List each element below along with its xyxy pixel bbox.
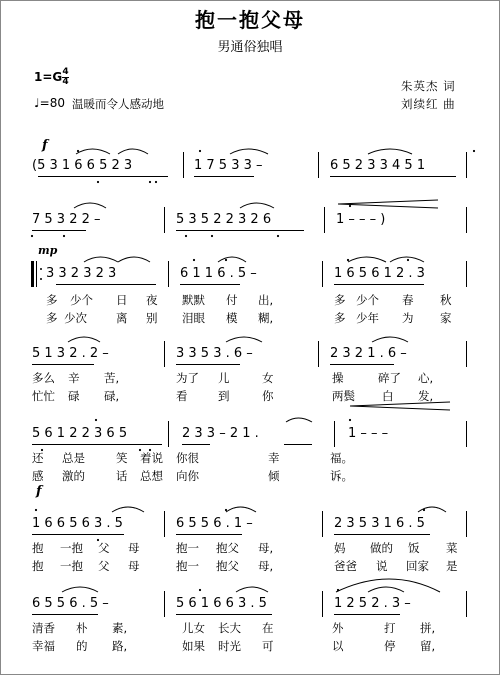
dynamic-intro: f bbox=[42, 138, 48, 153]
lyric-word: 多 bbox=[46, 311, 58, 325]
time-signature-top: 4 bbox=[62, 67, 69, 77]
lyric-word: 少年 bbox=[356, 311, 379, 325]
lyric-word: 泪眼 bbox=[182, 311, 205, 325]
lyric-word: 别 bbox=[146, 311, 158, 325]
lyric-word: 糊, bbox=[258, 311, 274, 325]
lyric-word: 留, bbox=[420, 639, 436, 653]
lyric-word: 少个 bbox=[70, 293, 93, 307]
lyric-word: 碌, bbox=[104, 389, 120, 403]
music-line-4-measure-3: 2 3 2 1 . 6 – bbox=[330, 346, 407, 361]
tempo-mark: ♩=80 bbox=[34, 96, 65, 110]
song-title: 抱一抱父母 bbox=[195, 8, 305, 32]
lyric-word: 离 bbox=[116, 311, 128, 325]
lyric-word: 拼, bbox=[420, 621, 436, 635]
lyric-word: 发, bbox=[418, 389, 434, 403]
lyric-word: 多 bbox=[46, 293, 58, 307]
music-line-5-measure-3: 1 – – – bbox=[348, 426, 389, 441]
lyric-word: 一抱 bbox=[60, 541, 83, 555]
lyric-word: 心, bbox=[418, 371, 434, 385]
music-line-2-measure-2: 5 3 5 2 2 3 2 6 bbox=[176, 212, 272, 227]
lyric-word: 碌 bbox=[68, 389, 80, 403]
lyric-word: 儿女 bbox=[182, 621, 205, 635]
lyric-word: 打 bbox=[384, 621, 396, 635]
music-line-3-measure-1: 3 3 2 3 2 3 bbox=[46, 266, 117, 281]
lyric-word: 在 bbox=[262, 621, 274, 635]
lyric-word: 爸爸 bbox=[334, 559, 357, 573]
lyric-word: 日 bbox=[116, 293, 128, 307]
lyric-word: 幸福 bbox=[32, 639, 55, 653]
lyric-word: 停 bbox=[384, 639, 396, 653]
lyric-word: 抱一 bbox=[176, 541, 199, 555]
lyric-word: 忙忙 bbox=[32, 389, 55, 403]
music-line-3-measure-3: 1 6 5 6 1 2 . 3 bbox=[334, 266, 425, 281]
lyric-word: 抱 bbox=[32, 541, 44, 555]
lyric-word: 儿 bbox=[218, 371, 230, 385]
lyric-word: 一抱 bbox=[60, 559, 83, 573]
lyric-word: 清香 bbox=[32, 621, 55, 635]
music-line-7-measure-3: 1 2 5 2 . 3 – bbox=[334, 596, 411, 611]
lyric-word: 模 bbox=[226, 311, 238, 325]
lyric-word: 付 bbox=[226, 293, 238, 307]
expression-mark: 温暖而令人感动地 bbox=[72, 97, 164, 111]
music-line-4-measure-1: 5 1 3 2 . 2 – bbox=[32, 346, 109, 361]
lyric-word: 以 bbox=[332, 639, 344, 653]
lyric-word: 总是 bbox=[62, 451, 85, 465]
music-line-2-measure-3: 1 – – – ) bbox=[336, 212, 386, 227]
lyric-word: 夜 bbox=[146, 293, 158, 307]
lyric-word: 苦, bbox=[104, 371, 120, 385]
lyric-word: 操 bbox=[332, 371, 344, 385]
dynamic-chorus: f bbox=[36, 484, 42, 499]
lyric-word: 时光 bbox=[218, 639, 241, 653]
lyric-word: 的 bbox=[76, 639, 88, 653]
lyric-word: 饭 bbox=[408, 541, 420, 555]
lyric-word: 回家 bbox=[406, 559, 429, 573]
lyric-word: 少次 bbox=[64, 311, 87, 325]
lyric-word: 你 bbox=[262, 389, 274, 403]
music-line-1-measure-1: (5 3 1 6 6 5 2 3 bbox=[32, 158, 133, 173]
music-line-1-measure-3: 6 5 2 3 3 4 5 1 bbox=[330, 158, 426, 173]
lyric-word: 话 bbox=[116, 469, 128, 483]
time-signature-bottom: 4 bbox=[62, 77, 69, 87]
lyric-word: 说 bbox=[376, 559, 388, 573]
lyric-word: 秋 bbox=[440, 293, 452, 307]
lyric-word: 为了 bbox=[176, 371, 199, 385]
lyric-word: 笑 bbox=[116, 451, 128, 465]
music-line-7-measure-1: 6 5 5 6 . 5 – bbox=[32, 596, 109, 611]
music-line-2-measure-1: 7 5 3 2 2 – bbox=[32, 212, 101, 227]
lyric-word: 素, bbox=[112, 621, 128, 635]
lyric-word: 外 bbox=[332, 621, 344, 635]
lyric-word: 母 bbox=[128, 559, 140, 573]
composer-credit: 刘续红 曲 bbox=[401, 97, 456, 111]
lyric-word: 总想 bbox=[140, 469, 163, 483]
music-line-6-measure-2: 6 5 5 6 . 1 – bbox=[176, 516, 253, 531]
music-line-3-measure-2: 6 1 1 6 . 5 – bbox=[180, 266, 257, 281]
lyric-word: 春 bbox=[402, 293, 414, 307]
music-line-1-measure-2: 1 7 5 3 3 – bbox=[194, 158, 263, 173]
lyric-word: 抱父 bbox=[216, 559, 239, 573]
music-line-5-measure-1: 5 6 1 2 2 3 6 5 bbox=[32, 426, 128, 441]
music-line-6-measure-1: 1 6 6 5 6 3 . 5 bbox=[32, 516, 123, 531]
lyric-word: 激的 bbox=[62, 469, 85, 483]
lyric-word: 长大 bbox=[218, 621, 241, 635]
lyric-word: 母, bbox=[258, 559, 274, 573]
lyric-word: 路, bbox=[112, 639, 128, 653]
lyric-word: 出, bbox=[258, 293, 274, 307]
lyric-word: 母, bbox=[258, 541, 274, 555]
lyric-word: 为 bbox=[402, 311, 414, 325]
lyric-word: 抱父 bbox=[216, 541, 239, 555]
song-subtitle: 男通俗独唱 bbox=[217, 40, 283, 55]
lyric-word: 多 bbox=[334, 311, 346, 325]
music-line-5-measure-2: 2 3 3 – 2 1 . bbox=[182, 426, 259, 441]
lyric-word: 辛 bbox=[68, 371, 80, 385]
lyric-word: 家 bbox=[440, 311, 452, 325]
lyric-word: 抱 bbox=[32, 559, 44, 573]
lyric-word: 碎了 bbox=[378, 371, 401, 385]
lyric-word: 到 bbox=[218, 389, 230, 403]
lyric-word: 感 bbox=[32, 469, 44, 483]
lyric-word: 父 bbox=[98, 559, 110, 573]
lyric-word: 向你 bbox=[176, 469, 199, 483]
key-signature: 1=G bbox=[34, 70, 63, 84]
lyric-word: 父 bbox=[98, 541, 110, 555]
music-line-6-measure-3: 2 3 5 3 1 6 . 5 bbox=[334, 516, 425, 531]
lyric-word: 多 bbox=[334, 293, 346, 307]
music-line-7-measure-2: 5 6 1 6 6 3 . 5 bbox=[176, 596, 267, 611]
lyric-word: 菜 bbox=[446, 541, 458, 555]
lyric-word: 多么 bbox=[32, 371, 55, 385]
lyricist-credit: 朱英杰 词 bbox=[401, 79, 456, 93]
lyric-word: 还 bbox=[32, 451, 44, 465]
lyric-word: 白 bbox=[382, 389, 394, 403]
lyric-word: 可 bbox=[262, 639, 274, 653]
lyric-word: 妈 bbox=[334, 541, 346, 555]
lyric-word: 幸 bbox=[268, 451, 280, 465]
lyric-word: 母 bbox=[128, 541, 140, 555]
lyric-word: 少个 bbox=[356, 293, 379, 307]
lyric-word: 如果 bbox=[182, 639, 205, 653]
lyric-word: 女 bbox=[262, 371, 274, 385]
lyric-word: 两鬓 bbox=[332, 389, 355, 403]
lyric-word: 倾 bbox=[268, 469, 280, 483]
lyric-word: 抱一 bbox=[176, 559, 199, 573]
lyric-word: 做的 bbox=[370, 541, 393, 555]
lyric-word: 你很 bbox=[176, 451, 199, 465]
lyric-word: 诉。 bbox=[330, 469, 353, 483]
lyric-word: 默默 bbox=[182, 293, 205, 307]
lyric-word: 福。 bbox=[330, 451, 353, 465]
lyric-word: 看 bbox=[176, 389, 188, 403]
lyric-word: 着说 bbox=[140, 451, 163, 465]
lyric-word: 朴 bbox=[76, 621, 88, 635]
dynamic-verse: mp bbox=[38, 244, 58, 257]
lyric-word: 是 bbox=[446, 559, 458, 573]
music-line-4-measure-2: 3 3 5 3 . 6 – bbox=[176, 346, 253, 361]
